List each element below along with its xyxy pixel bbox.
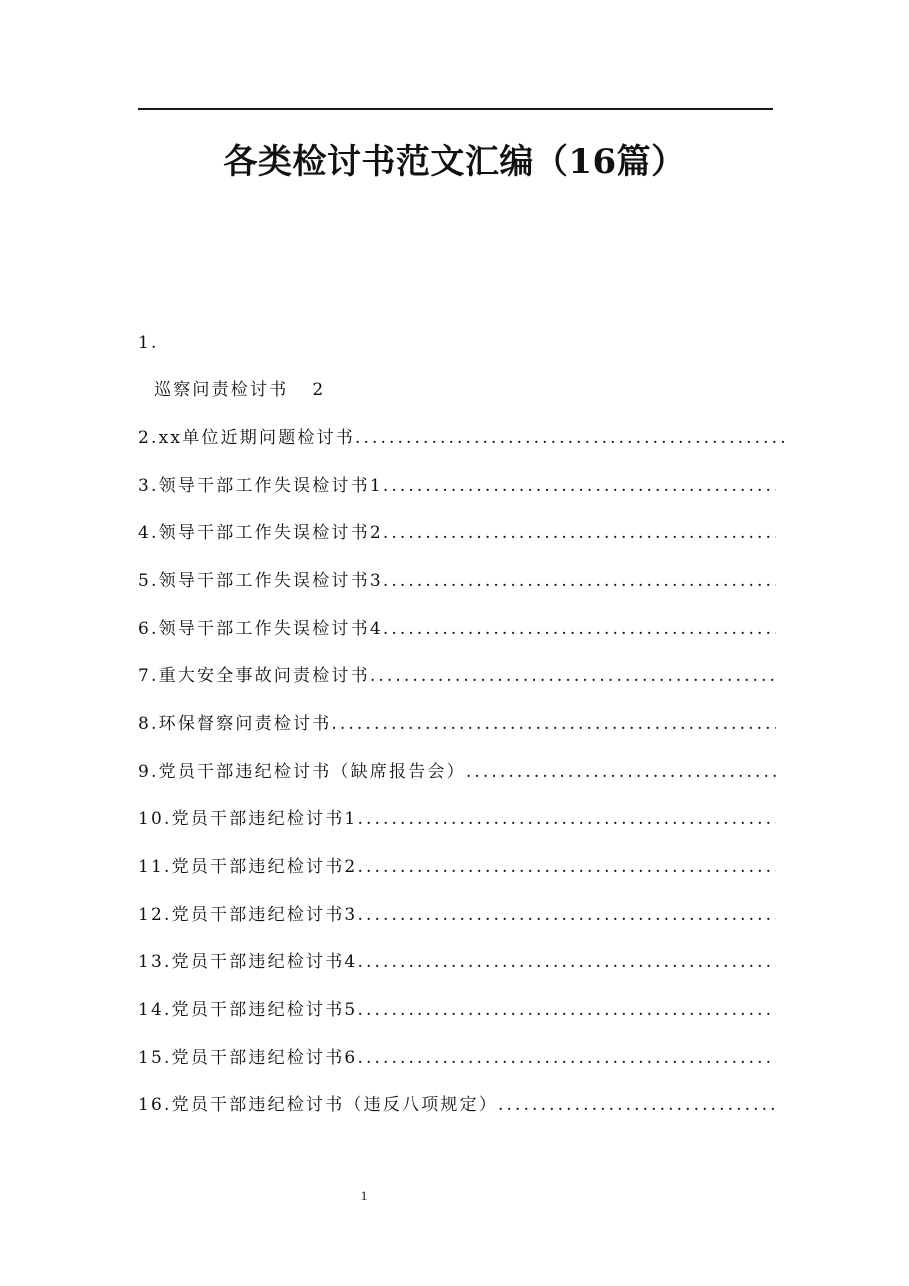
toc-item-3-leader [383,473,776,499]
toc-item-4-label: 4.领导干部工作失误检讨书2 [138,523,383,543]
toc-item-5-leader [383,568,776,594]
toc-item-9-label: 9.党员干部违纪检讨书（缺席报告会） [138,762,466,782]
toc-item-6[interactable] [138,616,776,642]
toc-item-12-label: 12.党员干部违纪检讨书3 [138,905,358,925]
toc-item-15-leader [357,1045,776,1071]
toc-item-5-label: 5.领导干部工作失误检讨书3 [138,571,383,591]
toc-item-1-page: 2 [312,380,326,400]
toc-item-1-label: 巡察问责检讨书 [154,380,289,400]
toc-item-10[interactable] [138,806,776,832]
toc-item-11-leader [357,854,776,880]
toc-item-2[interactable] [138,425,786,451]
toc-item-14-label: 14.党员干部违纪检讨书5 [138,1000,358,1020]
toc-item-16-label: 16.党员干部违纪检讨书（违反八项规定） [138,1095,499,1115]
toc-item-2-label: 2.xx单位近期问题检讨书 [138,428,355,448]
toc-item-7[interactable] [138,663,776,689]
toc-item-8[interactable] [138,711,776,737]
toc-item-10-label: 10.党员干部违纪检讨书1 [138,809,358,829]
toc-item-12[interactable] [138,902,776,928]
toc-item-12-leader [357,902,776,928]
toc-item-15[interactable] [138,1045,776,1071]
toc-item-13-label: 13.党员干部违纪检讨书4 [138,952,358,972]
toc-item-4[interactable] [138,520,776,546]
toc-item-11-label: 11.党员干部违纪检讨书2 [138,857,358,877]
toc-item-8-leader [331,711,776,737]
toc-item-8-label: 8.环保督察问责检讨书 [138,714,332,734]
toc-item-10-leader [357,806,776,832]
toc-item-11[interactable] [138,854,776,880]
toc-item-14[interactable] [138,997,776,1023]
toc-item-9-leader [466,759,776,785]
toc-item-6-label: 6.领导干部工作失误检讨书4 [138,619,383,639]
page-number: 1 [360,1188,368,1203]
toc-item-7-leader [370,663,776,689]
toc-item-2-leader [355,425,786,451]
document-title: 各类检讨书范文汇编（16篇） [223,142,686,182]
toc-item-13-leader [357,949,776,975]
toc-item-16[interactable] [138,1092,776,1118]
toc-item-1-number[interactable]: 1. [138,333,159,353]
header-rule [138,108,773,110]
toc-item-16-leader [498,1092,776,1118]
toc-item-4-leader [383,520,776,546]
toc-item-5[interactable] [138,568,776,594]
toc-item-14-leader [357,997,776,1023]
toc-item-6-leader [383,616,776,642]
toc-item-13[interactable] [138,949,776,975]
toc-item-7-label: 7.重大安全事故问责检讨书 [138,666,370,686]
toc-item-3-label: 3.领导干部工作失误检讨书1 [138,476,383,496]
toc-item-1-entry[interactable] [154,377,325,403]
toc-item-15-label: 15.党员干部违纪检讨书6 [138,1048,358,1068]
toc-item-9[interactable] [138,759,776,785]
toc-item-3[interactable] [138,473,776,499]
